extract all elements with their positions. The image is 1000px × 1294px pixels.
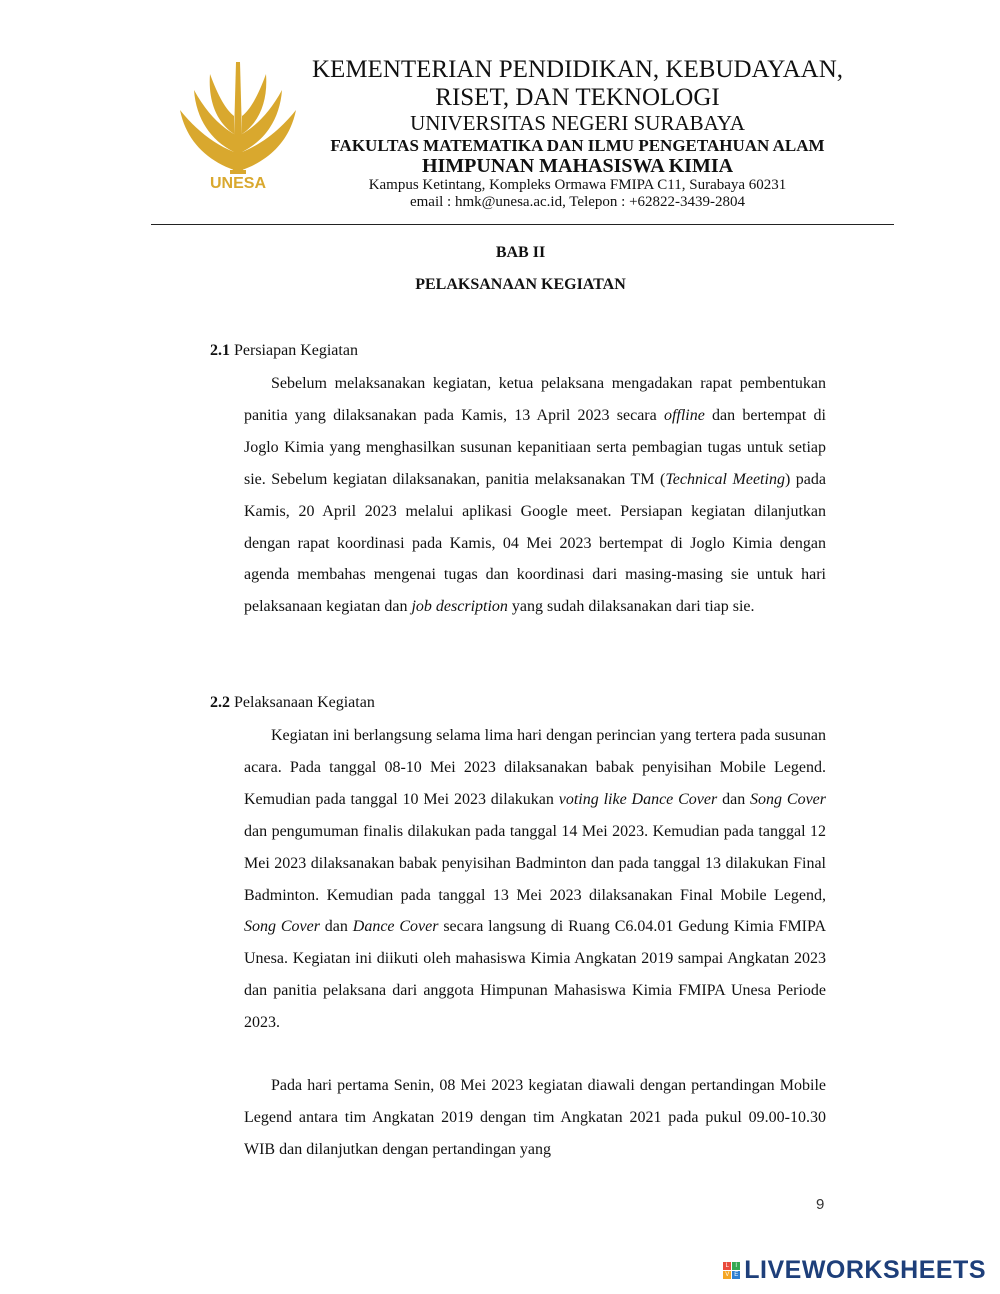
ministry-name-cont: RISET, DAN TEKNOLOGI bbox=[435, 84, 720, 111]
liveworksheets-watermark bbox=[723, 1256, 986, 1285]
section-heading-2-2 bbox=[210, 694, 375, 712]
contact-info: email : hmk@unesa.ac.id, Telepon : +62822-3439-2804 bbox=[409, 193, 746, 210]
paragraph-pelaksanaan-2: Pada hari pertama Senin, 08 Mei 2023 kegiatan diawali dengan pertandingan Mobile Legend antara tim Angkatan 2019 dengan tim Angkatan 2021 pada pukul 09.00-10.30 WIB dan dilanjutkan dengan pertandingan yang bbox=[244, 1077, 826, 1158]
section-heading-2-1 bbox=[210, 342, 358, 360]
letterhead bbox=[300, 56, 855, 211]
liveworksheets-icon: L I V E bbox=[725, 1263, 739, 1278]
header-divider bbox=[151, 224, 894, 225]
liveworksheets-text: LIVEWORKSHEETS bbox=[744, 1256, 986, 1284]
faculty-name: FAKULTAS MATEMATIKA DAN ILMU PENGETAHUAN ALAM bbox=[330, 135, 825, 155]
paragraph-pelaksanaan-1: Kegiatan ini berlangsung selama lima hari dengan perincian yang tertera pada susunan acara. Pada tanggal 08-10 Mei 2023 dilaksanakan babak penyisihan Mobile Legend. Kemudian pada tanggal 10 Mei 2023 dilakukan voting like Dance Cover dan Song Cover dan pengumuman finalis dilakukan pada tanggal 14 Mei 2023. Kemudian pada tanggal 12 Mei 2023 dilaksanakan babak penyisihan Badminton dan pada tanggal 13 dilakukan Final Badminton. Kemudian pada tanggal 13 Mei 2023 dilaksanakan Final Mobile Legend, Song Cover dan Dance Cover secara langsung di Ruang C6.04.01 Gedung Kimia FMIPA Unesa. Kegiatan ini diikuti oleh mahasiswa Kimia Angkatan 2019 sampai Angkatan 2023 dan panitia pelaksana dari anggota Himpunan Mahasiswa Kimia FMIPA Unesa Periode 2023. bbox=[244, 727, 826, 1032]
section-title: Pelaksanaan Kegiatan bbox=[234, 694, 375, 711]
section-number: 2.1 bbox=[210, 342, 230, 359]
address: Kampus Ketintang, Kompleks Ormawa FMIPA C11, Surabaya 60231 bbox=[368, 176, 787, 193]
section-number: 2.2 bbox=[210, 694, 230, 711]
chapter-title: PELAKSANAAN KEGIATAN bbox=[415, 276, 626, 293]
ministry-name: KEMENTERIAN PENDIDIKAN, KEBUDAYAAN, bbox=[312, 56, 843, 83]
page-number: 9 bbox=[816, 1196, 825, 1213]
section-title: Persiapan Kegiatan bbox=[234, 342, 358, 359]
organization-name: HIMPUNAN MAHASISWA KIMIA bbox=[421, 154, 734, 177]
chapter-number: BAB II bbox=[495, 244, 546, 261]
university-name: UNIVERSITAS NEGERI SURABAYA bbox=[410, 111, 745, 135]
logo-text: UNESA bbox=[209, 175, 267, 192]
paragraph-persiapan: Sebelum melaksanakan kegiatan, ketua pelaksana mengadakan rapat pembentukan panitia yang dilaksanakan pada Kamis, 13 April 2023 secara offline dan bertempat di Joglo Kimia yang menghasilkan susunan kepanitiaan serta pembagian tugas untuk setiap sie. Sebelum kegiatan dilaksanakan, panitia melaksanakan TM (Technical Meeting) pada Kamis, 20 April 2023 melalui aplikasi Google meet. Persiapan kegiatan dilanjutkan dengan rapat koordinasi pada Kamis, 04 Mei 2023 bertempat di Joglo Kimia dengan agenda membahas mengenai tugas dan koordinasi dari masing-masing sie untuk hari pelaksanaan kegiatan dan job description yang sudah dilaksanakan dari tiap sie. bbox=[244, 375, 827, 616]
unesa-logo bbox=[176, 60, 300, 192]
